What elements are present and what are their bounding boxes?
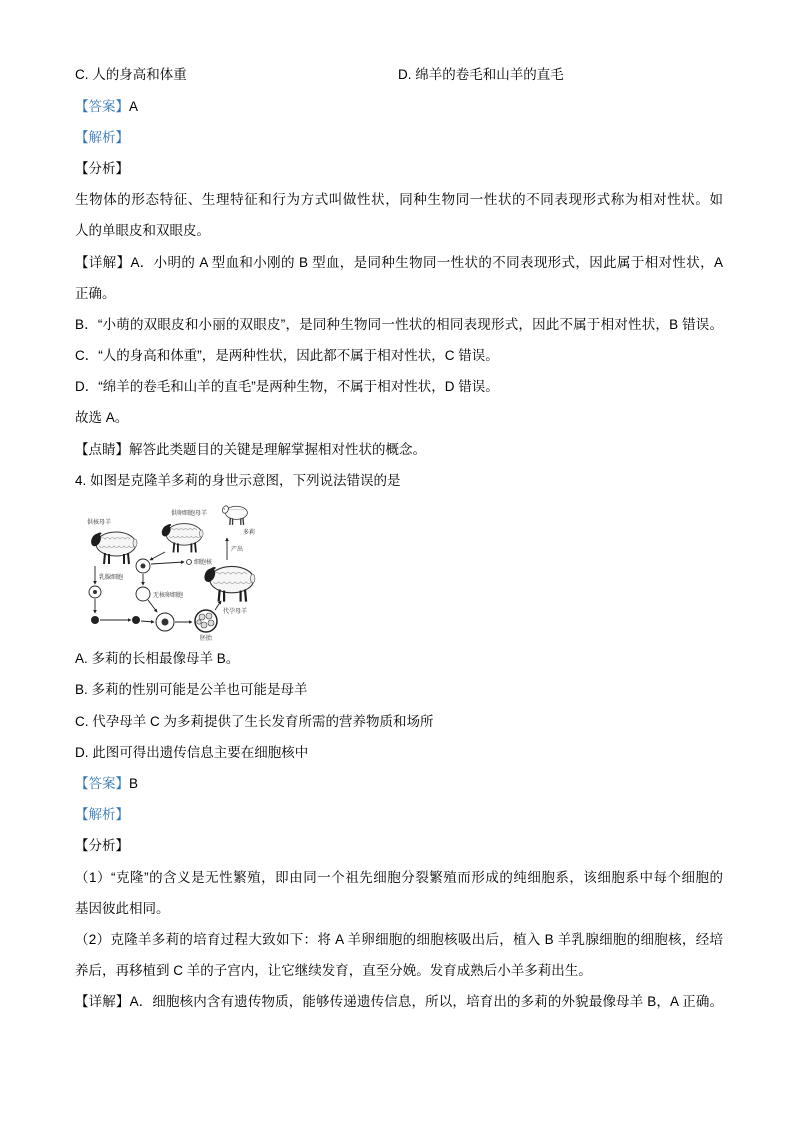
q3-answer (75, 91, 723, 122)
q3-analysis-line-1: 生物体的形态特征、生理特征和行为方式叫做性状，同种生物同一性状的不同表现形式称为相对性状。如 (75, 192, 723, 208)
q4-detail-line-1 (75, 986, 723, 1017)
q4-answer-value: B (129, 775, 139, 791)
enucleated-egg-cell (136, 587, 150, 601)
q4-analysis-line-3: （2）克隆羊多莉的培育过程大致如下：将 A 羊卵细胞的细胞核吸出后，植入 B 羊乳腺细胞的细胞核，经培 (75, 931, 723, 947)
cloning-diagram (75, 500, 257, 642)
q4-answer (75, 768, 723, 799)
label-birth: 产出 (231, 547, 244, 554)
q3-analysis-heading: 【分析】 (75, 160, 129, 176)
transferred-nucleus (132, 616, 140, 624)
q3-options-cd (75, 59, 723, 90)
arrow-egg-to-fusion (148, 600, 157, 612)
q3-detail-line-2: 正确。 (75, 285, 116, 301)
arrow-to-fusion (141, 621, 154, 622)
q4-analysis-line-2: 基因彼此相同。 (75, 900, 170, 916)
q3-detail-line-3: B．“小萌的双眼皮和小丽的双眼皮”，是同种生物同一性状的相同表现形式，因此不属于相对性状，B 错误。 (75, 316, 723, 332)
q3-tip (75, 434, 723, 465)
label-nucleus: 细胞核 (194, 560, 213, 567)
removed-nucleus (187, 560, 192, 565)
label-donor-a: 供卵细胞母羊 (171, 511, 208, 518)
q4-option-c: C. 代孕母羊 C 为多莉提供了生长发育所需的营养物质和场所 (75, 713, 434, 729)
donor-sheep-a-illustration (160, 524, 203, 553)
q3-option-c: C. 人的身高和体重 (75, 67, 187, 83)
dolly-lamb-illustration (221, 505, 247, 525)
q4-option-b: B. 多莉的性别可能是公羊也可能是母羊 (75, 682, 308, 698)
label-mammary-cell: 乳腺细胞 (99, 575, 124, 582)
q3-analysis-label: 【解析】 (75, 129, 129, 145)
q4-option-a: A. 多莉的长相最像母羊 B。 (75, 651, 240, 667)
label-embryo: 胚胎 (200, 636, 213, 643)
page-content (75, 59, 723, 1017)
q3-answer-value: A (129, 98, 139, 114)
q4-detail-text-1: A．细胞核内含有遗传物质，能够传递遗传信息，所以，培育出的多莉的外貌最像母羊 B，A 正确。 (129, 994, 723, 1010)
embryo-illustration (195, 610, 217, 632)
q3-analysis-line-2: 人的单眼皮和双眼皮。 (75, 223, 210, 239)
q3-detail-line-5: D．“绵羊的卷毛和山羊的直毛”是两种生物，不属于相对性状，D 错误。 (75, 379, 499, 395)
arrow-implant (215, 601, 221, 610)
q4-figure (75, 496, 723, 643)
fused-cell-nucleus (162, 619, 169, 626)
arrow-remove-nucleus (151, 562, 184, 564)
q4-analysis-line-1: （1）“克隆”的含义是无性繁殖，即由同一个祖先细胞分裂繁殖而形成的纯细胞系，该细胞系中每个细胞的 (75, 869, 723, 885)
egg-cell-nucleus (141, 564, 146, 569)
surrogate-sheep-c-illustration (202, 566, 255, 601)
q4-answer-label: 【答案】 (75, 775, 129, 791)
q4-detail-label: 【详解】 (75, 994, 130, 1010)
label-enucleated-egg: 无核卵细胞 (153, 593, 184, 600)
q3-answer-label: 【答案】 (75, 98, 129, 114)
q3-detail-label: 【详解】 (75, 254, 131, 270)
q3-option-d: D. 绵羊的卷毛和山羊的直毛 (398, 67, 564, 83)
label-dolly: 多莉 (243, 530, 256, 537)
donor-nucleus (91, 616, 99, 624)
q3-tip-label: 【点睛】 (75, 441, 129, 457)
q3-detail-text-1: A．小明的 A 型血和小刚的 B 型血，是同种生物同一性状的不同表现形式，因此属于相对性状，A (130, 254, 723, 270)
q4-analysis-label: 【解析】 (75, 807, 129, 823)
label-surrogate: 代孕母羊 (223, 609, 248, 616)
q3-detail-line-6: 故选 A。 (75, 410, 129, 426)
q4-analysis-heading: 【分析】 (75, 838, 129, 854)
q4-option-d: D. 此图可得出遗传信息主要在细胞核中 (75, 744, 309, 760)
mammary-cell-nucleus (93, 590, 97, 594)
q4-stem: 4. 如图是克隆羊多莉的身世示意图，下列说法错误的是 (75, 472, 401, 488)
arrow-egg (150, 552, 165, 560)
q3-detail-line-4: C．“人的身高和体重”，是两种性状，因此都不属于相对性状，C 错误。 (75, 348, 499, 364)
label-donor-b: 供核母羊 (87, 520, 112, 527)
q3-tip-text: 解答此类题目的关键是理解掌握相对性状的概念。 (129, 441, 426, 457)
donor-sheep-b-illustration (89, 532, 137, 564)
q4-analysis-line-4: 养后，再移植到 C 羊的子宫内，让它继续发育，直至分娩。发育成熟后小羊多莉出生。 (75, 963, 592, 979)
q3-detail-line-1 (75, 247, 723, 278)
